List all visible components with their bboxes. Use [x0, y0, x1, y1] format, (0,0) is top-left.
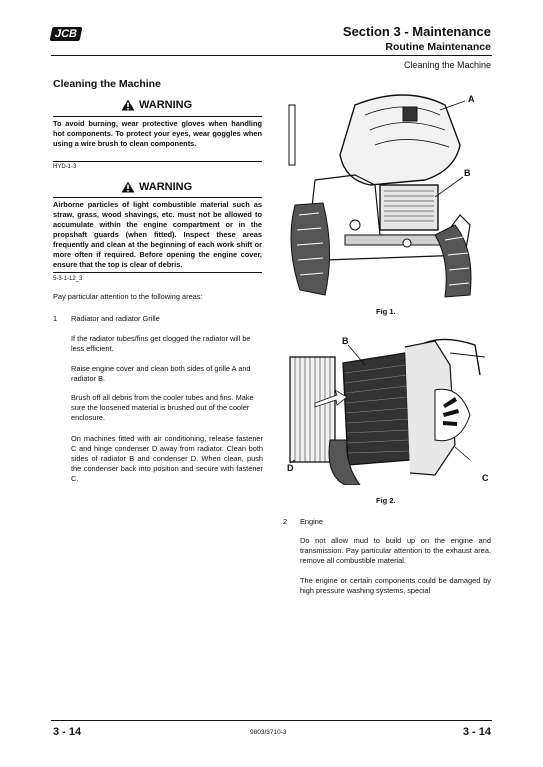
item1-para-3: Brush off all debris from the cooler tubes and fins. Make sure the loosened material is brushed out of the cooler enclosure.	[71, 393, 254, 422]
fig2-label-c: C	[482, 473, 489, 483]
warning-rule-2b	[53, 272, 262, 273]
item-number-1: 1	[53, 314, 58, 323]
item-title-1: Radiator and radiator Grille	[71, 314, 160, 323]
item1-para-2: Raise engine cover and clean both sides of grille A and radiator B.	[71, 364, 251, 383]
warning-heading-1	[121, 99, 192, 111]
jcb-logo: JCB	[50, 27, 83, 41]
warning-triangle-icon	[121, 99, 135, 111]
fig1-label-a: A	[468, 94, 475, 104]
item1-para-4: On machines fitted with air conditioning, release fastener C and hinge condenser D away from radiator. Clean both sides of radiator B and condenser D. When clean, push the condenser back into position and secure with fastener C.	[71, 434, 263, 483]
warning-rule-1b	[53, 161, 262, 162]
footer-rule	[51, 720, 492, 721]
figure-1-machine-front	[285, 85, 490, 300]
fig2-label-b: B	[342, 336, 349, 346]
fig2-caption: Fig 2.	[376, 496, 396, 505]
warning-code-1: HYD-1-3	[53, 164, 77, 170]
item2-para-1: Do not allow mud to build up on the engine and transmission. Pay particular attention to the exhaust area, remove all combustible material.	[300, 536, 491, 565]
warning-code-2: 5-3-1-12_3	[53, 276, 83, 282]
header-rule	[51, 55, 492, 56]
intro-text: Pay particular attention to the following areas:	[53, 292, 203, 301]
warning-label-1: WARNING	[139, 99, 193, 111]
document-number: 9803/3710-3	[250, 729, 287, 736]
warning-heading-2	[121, 181, 192, 193]
item-title-2: Engine	[300, 517, 324, 526]
item1-para-1: If the radiator tubes/fins get clogged the radiator will be less efficient.	[71, 334, 251, 353]
warning-rule-2a	[53, 197, 262, 198]
section-title: Section 3 - Maintenance	[342, 24, 491, 39]
page-number-right: 3 - 14	[462, 726, 491, 738]
warning-label-2: WARNING	[139, 181, 193, 193]
fig1-caption: Fig 1.	[376, 307, 396, 316]
warning-rule-1a	[53, 116, 262, 117]
warning-text-2: Airborne particles of light combustible material such as straw, grass, wood shavings, etc. must not be allowed to accumulate within the engine compartment or in the propshaft guards (when fitted). Inspect these areas frequently and clean at the beginning of each work shift or more often if required. Before opening the engine cover, ensure that the top is clear of debris.	[53, 200, 262, 269]
warning-triangle-icon	[121, 181, 135, 193]
figure-2-radiator-condenser	[285, 335, 490, 485]
topic-label: Cleaning the Machine	[403, 60, 491, 70]
item-number-2: 2	[283, 517, 288, 526]
item2-para-2: The engine or certain components could be damaged by high pressure washing systems, special	[300, 576, 491, 595]
warning-text-1: To avoid burning, wear protective gloves when handling hot components. To protect your eyes, wear goggles when using a wire brush to clean components.	[53, 119, 262, 148]
fig1-label-b: B	[464, 168, 471, 178]
page-heading: Cleaning the Machine	[53, 78, 161, 90]
page-number-left: 3 - 14	[53, 726, 82, 738]
section-subtitle: Routine Maintenance	[385, 41, 491, 53]
fig2-label-d: D	[287, 463, 294, 473]
